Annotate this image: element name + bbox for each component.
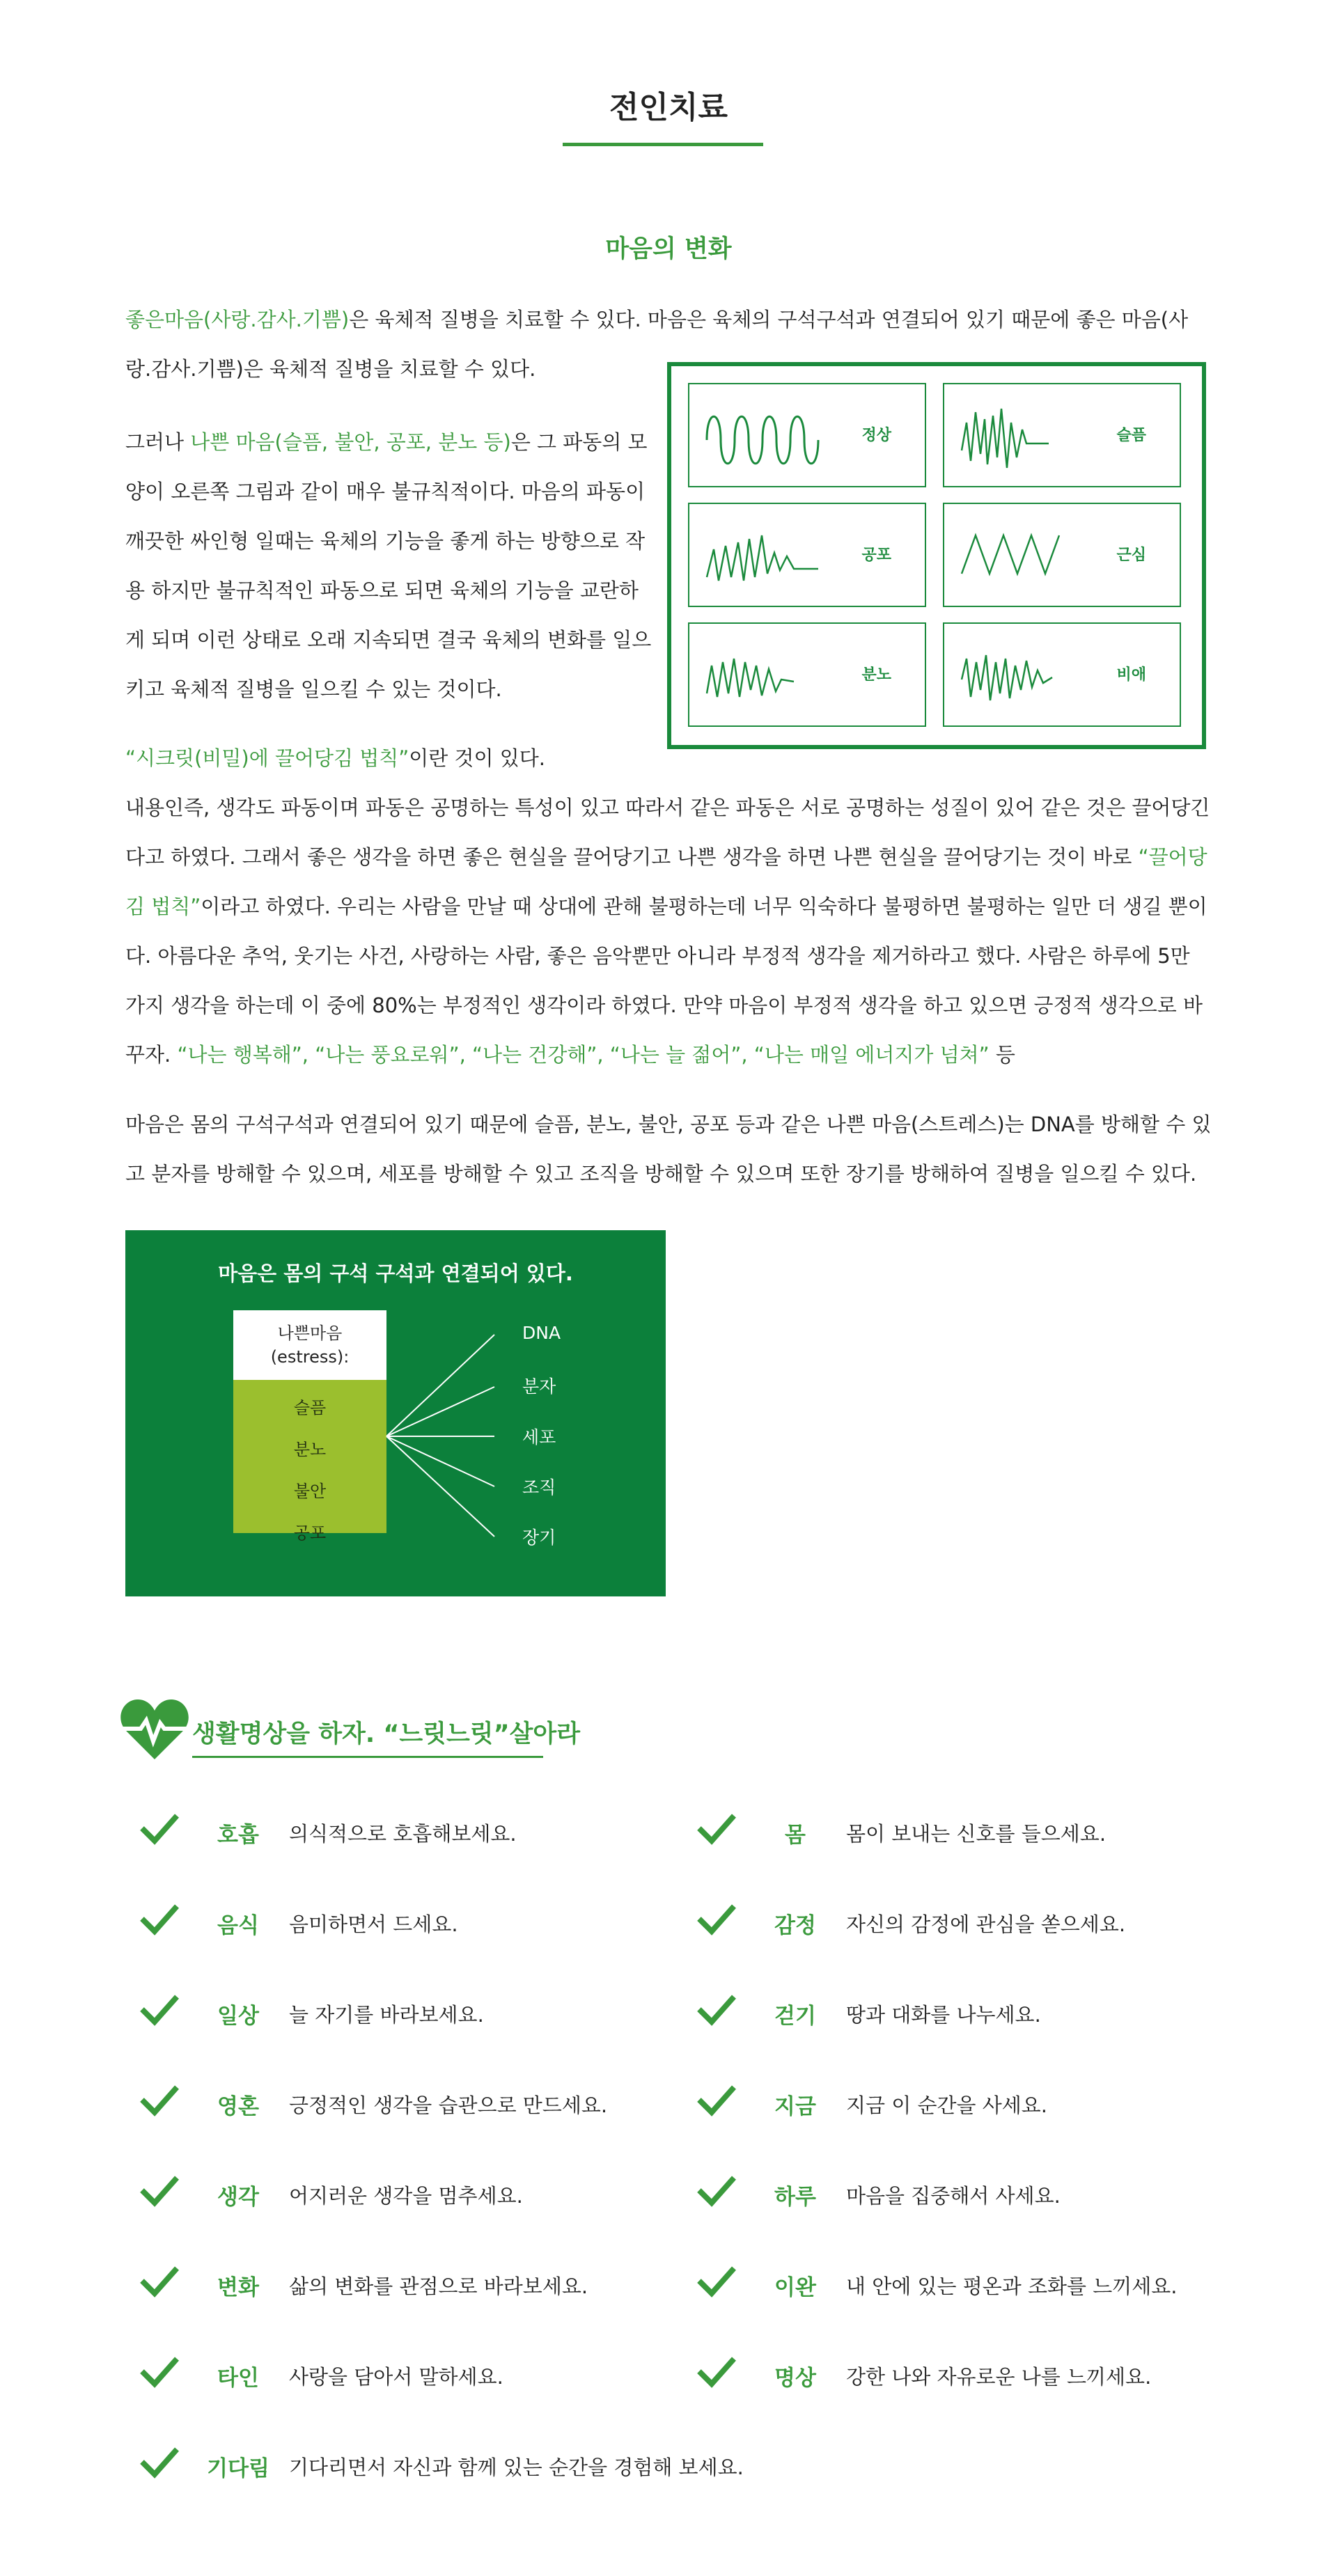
paragraph-text: 내용인즉, 생각도 파동이며 파동은 공명하는 특성이 있고 따라서 같은 파동은 서로 공명하는 성질이 있어 같은 것은 끌어당긴다고 하였다. 그래서 좋은 생각을 하면 좋은 현실을 끌어당기고 나쁜 생각을 하면 나쁜 현실을 끌어당기는 것이 바로: [125, 796, 1210, 869]
check-icon: [139, 1994, 180, 2026]
paragraph-text: 은 그 파동의 모양이 오른쪽 그림과 같이 매우 불규칙적이다. 마음의 파동이 깨끗한 싸인형 일때는 육체의 기능을 좋게 하는 방향으로 작용 하지만 불규칙적인 파동으로 되면 육체의 기능을 교란하게 되며 이런 상태로 오래 지속되면 결국 육체의 변화를 일으키고 육체적 질병을 일으킬 수 있는 것이다.: [125, 430, 652, 701]
item-label: 하루: [774, 2185, 816, 2210]
wave-label: 공포: [861, 547, 891, 564]
paragraph-attraction-law: [125, 734, 1212, 1080]
item-text: 긍정적인 생각을 습관으로 만드세요.: [289, 2094, 608, 2117]
connector-lines: [125, 1230, 666, 1596]
check-icon: [139, 2447, 180, 2479]
item-text: 자신의 감정에 관심을 쏟으세요.: [846, 1913, 1126, 1936]
mind-body-diagram: [125, 1230, 666, 1596]
wave-cell-fear: [688, 503, 926, 607]
wave-cell-anger: [688, 622, 926, 727]
item-text: 강한 나와 자유로운 나를 느끼세요.: [846, 2365, 1152, 2389]
item-label: 지금: [774, 2094, 816, 2119]
zigzag-wave-graphic: [958, 521, 1077, 591]
emotion-item: 슬픔: [293, 1398, 327, 1417]
item-text: 음미하면서 드세요.: [289, 1913, 458, 1936]
irregular-wave-graphic: [958, 641, 1077, 711]
item-label: 일상: [217, 2004, 259, 2029]
estress-label: (estress):: [270, 1347, 350, 1367]
bad-mind-label: 나쁜마음: [277, 1324, 343, 1343]
item-text: 몸이 보내는 신호를 들으세요.: [846, 1822, 1107, 1846]
page-title: 전인치료: [609, 90, 728, 125]
check-icon: [696, 1813, 737, 1845]
item-text: 삶의 변화를 관점으로 바라보세요.: [289, 2275, 588, 2298]
highlight-bad-mind: 나쁜 마음(슬픔, 불안, 공포, 분노 등): [190, 430, 511, 454]
check-icon: [139, 1813, 180, 1845]
paragraph-text: 이라고 하였다. 우리는 사람을 만날 때 상대에 관해 불평하는데 너무 익숙하다 불평하면 불평하는 일만 더 생길 뿐이다. 아름다운 추억, 웃기는 사건, 사랑하는 사람, 좋은 음악뿐만 아니라 부정적 생각을 제거하라고 했다. 사람은 하루에 5만 가지 생각을 하는데 이 중에 80%는 부정적인 생각이라 하였다. 만약 마음이 부정적 생각을 하고 있으면 긍정적 생각으로 바꾸자.: [125, 895, 1207, 1067]
item-label: 명상: [774, 2366, 816, 2391]
check-icon: [696, 2356, 737, 2388]
irregular-wave-graphic: [703, 641, 822, 711]
emotion-item: 불안: [293, 1482, 327, 1501]
item-text: 늘 자기를 바라보세요.: [289, 2003, 484, 2027]
item-label: 변화: [217, 2275, 259, 2300]
wave-label: 분노: [861, 666, 891, 684]
wave-cell-worry: [943, 503, 1181, 607]
emotion-item: 분노: [293, 1440, 327, 1459]
item-label: 감정: [774, 1913, 816, 1938]
item-text: 기다리면서 자신과 함께 있는 순간을 경험해 보세요.: [289, 2456, 744, 2479]
item-label: 영혼: [217, 2094, 259, 2119]
irregular-wave-graphic: [703, 521, 822, 591]
diagram-title: 마음은 몸의 구석 구석과 연결되어 있다.: [218, 1262, 573, 1285]
item-label: 호흡: [217, 1823, 259, 1848]
paragraph-bad-mind: [125, 418, 655, 714]
check-icon: [139, 2265, 180, 2298]
title-underline: [563, 143, 763, 146]
wave-label: 비애: [1116, 666, 1146, 684]
paragraph-text: 은 육체적 질병을 치료할 수 있다. 마음은 육체의 구석구석과 연결되어 있기 때문에 좋은 마음(사랑.감사.기쁨)은 육체적 질병을 치료할 수 있다.: [125, 308, 1189, 381]
check-icon: [696, 2175, 737, 2207]
wave-cell-sadness: [943, 383, 1181, 487]
item-text: 의식적으로 호흡해보세요.: [289, 1822, 517, 1846]
wave-label: 근심: [1116, 547, 1146, 564]
item-label: 기다림: [207, 2456, 269, 2481]
item-text: 내 안에 있는 평온과 조화를 느끼세요.: [846, 2275, 1178, 2298]
target-organ: 장기: [522, 1527, 556, 1548]
wave-cell-grief: [943, 622, 1181, 727]
item-text: 땅과 대화를 나누세요.: [846, 2003, 1041, 2027]
check-icon: [696, 2084, 737, 2116]
wave-label: 슬픔: [1116, 427, 1146, 444]
life-meditation-title: 생활명상을 하자. “느릿느릿”살아라: [192, 1720, 581, 1748]
paragraph-text: 그러나: [125, 430, 191, 454]
check-icon: [139, 1903, 180, 1935]
target-cell: 세포: [522, 1427, 556, 1447]
emotion-item: 공포: [293, 1523, 327, 1543]
highlight-secret: “시크릿(비밀)에 끌어당김 법칙”: [125, 746, 409, 770]
item-label: 음식: [217, 1913, 259, 1938]
sine-wave-graphic: [703, 402, 822, 471]
target-dna: DNA: [522, 1323, 561, 1343]
check-icon: [696, 2265, 737, 2298]
irregular-wave-graphic: [958, 402, 1077, 471]
item-label: 몸: [785, 1823, 806, 1848]
target-tissue: 조직: [522, 1477, 556, 1498]
highlight-affirmations: “나는 행복해”, “나는 풍요로워”, “나는 건강해”, “나는 늘 젊어”, “나는 매일 에너지가 넘쳐”: [177, 1043, 990, 1067]
highlight-good-mind: 좋은마음(사랑.감사.기쁨): [125, 308, 350, 331]
check-icon: [696, 1994, 737, 2026]
item-text: 사랑을 담아서 말하세요.: [289, 2365, 503, 2389]
wave-cell-normal: [688, 383, 926, 487]
wave-diagram: [667, 362, 1206, 749]
item-label: 걷기: [774, 2004, 816, 2029]
item-text: 어지러운 생각을 멈추세요.: [289, 2184, 523, 2208]
check-icon: [139, 2356, 180, 2388]
check-icon: [139, 2084, 180, 2116]
item-text: 지금 이 순간을 사세요.: [846, 2094, 1047, 2117]
item-label: 이완: [774, 2275, 816, 2300]
check-icon: [696, 1903, 737, 1935]
life-title-underline: [192, 1756, 543, 1758]
item-label: 타인: [217, 2366, 259, 2391]
paragraph-text: 등: [989, 1043, 1015, 1067]
item-text: 마음을 집중해서 사세요.: [846, 2184, 1061, 2208]
check-icon: [139, 2175, 180, 2207]
section-title: 마음의 변화: [605, 235, 732, 263]
target-molecule: 분자: [522, 1376, 556, 1397]
paragraph-text: 이란 것이 있다.: [409, 746, 546, 770]
wave-label: 정상: [861, 427, 891, 444]
heart-pulse-icon: [120, 1695, 189, 1762]
highlight-attraction: “끌어당김 법칙”: [125, 845, 1207, 918]
paragraph-body-connection: 마음은 몸의 구석구석과 연결되어 있기 때문에 슬픔, 분노, 불안, 공포 등과 같은 나쁜 마음(스트레스)는 DNA를 방해할 수 있고 분자를 방해할 수 있으며, 세포를 방해할 수 있고 조직을 방해할 수 있으며 또한 장기를 방해하여 질병을 일으킬 수 있다.: [125, 1113, 1212, 1186]
item-label: 생각: [217, 2185, 259, 2210]
